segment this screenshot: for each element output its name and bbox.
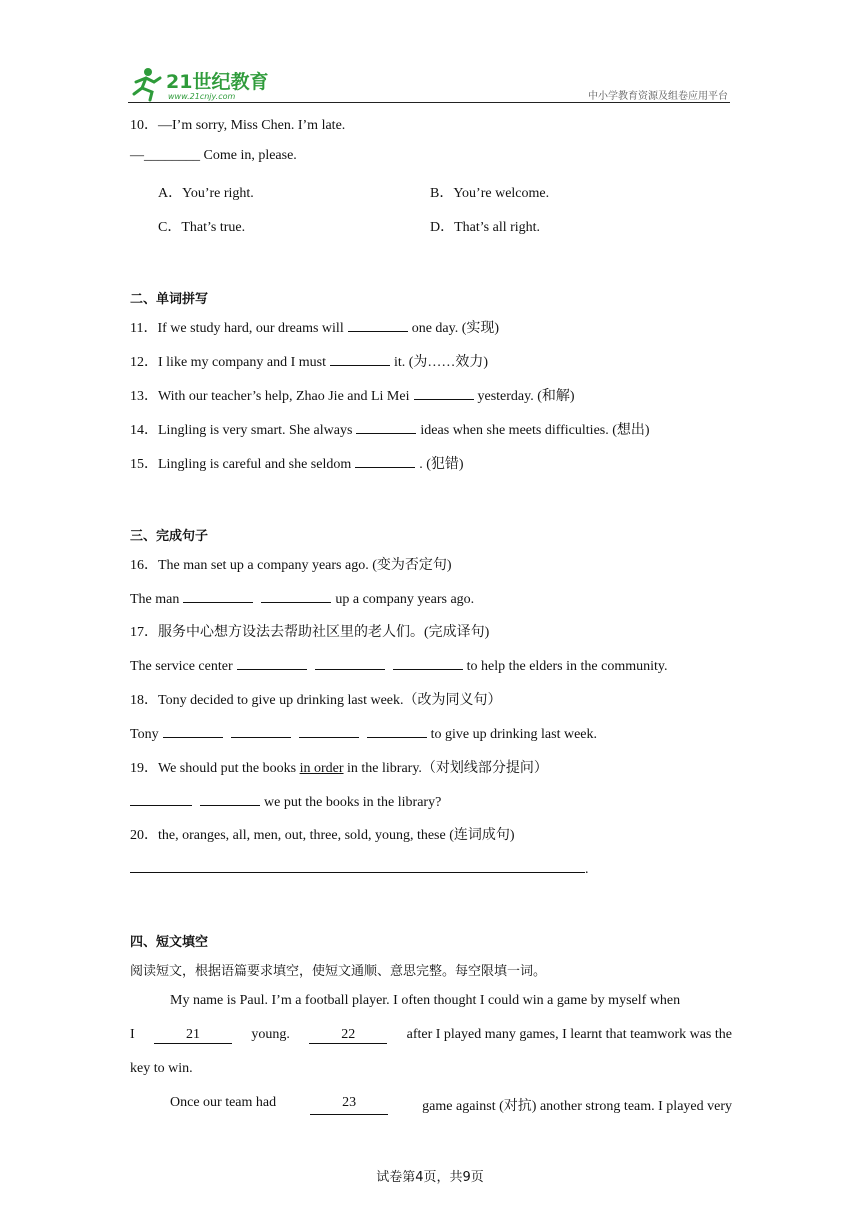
passage-line-2	[130, 1027, 732, 1044]
option-c[interactable]: C．That’s true.	[158, 220, 246, 235]
q13-text-post: yesterday. (和解)	[477, 389, 575, 404]
passage-text: Once our team had	[170, 1095, 277, 1110]
passage-text: young.	[251, 1027, 290, 1042]
q12-text-pre: 12．I like my company and I must	[130, 355, 326, 370]
q13-blank[interactable]	[414, 385, 474, 400]
q18-blank-2[interactable]	[231, 723, 291, 738]
passage-line-4	[130, 1095, 732, 1115]
option-a[interactable]: A．You’re right.	[158, 186, 254, 201]
q17-stem: 17．服务中心想方设法去帮助社区里的老人们。(完成译句)	[130, 625, 490, 640]
q10-reply-prefix: —	[130, 148, 144, 163]
q15-text-pre: 15．Lingling is careful and she seldom	[130, 457, 352, 472]
q14	[130, 419, 650, 439]
platform-label: 中小学教育资源及组卷应用平台	[588, 91, 728, 102]
section-4-instruction: 阅读短文，根据语篇要求填空，使短文通顺、意思完整。每空限填一词。	[130, 964, 547, 979]
q10-reply-rest: Come in, please.	[200, 148, 297, 163]
passage-text: after I played many games, I learnt that teamwork was the	[406, 1027, 732, 1042]
q10-reply	[130, 148, 297, 164]
blank-23[interactable]: 23	[310, 1095, 388, 1115]
q19-blank-2[interactable]	[200, 791, 260, 806]
page-footer: 试卷第4页，共9页	[376, 1170, 484, 1185]
q16-stem: 16．The man set up a company years ago. (变为否定句)	[130, 558, 452, 573]
q14-blank[interactable]	[356, 419, 416, 434]
section-4-title: 四、短文填空	[130, 935, 209, 950]
header-divider	[128, 102, 730, 103]
passage-line-1: My name is Paul. I’m a football player. I often thought I could win a game by myself when	[170, 993, 681, 1008]
q16-answer-line	[130, 588, 474, 608]
q11	[130, 317, 499, 337]
option-d[interactable]: D．That’s all right.	[430, 220, 541, 235]
blank-22[interactable]: 22	[309, 1027, 387, 1044]
q14-text-pre: 14．Lingling is very smart. She always	[130, 423, 353, 438]
q17-answer-line	[130, 655, 668, 675]
q12	[130, 351, 488, 371]
q19-text-pre: 19．We should put the books	[130, 761, 300, 776]
q18-stem: 18．Tony decided to give up drinking last week.（改为同义句）	[130, 693, 502, 708]
section-3-title: 三、完成句子	[130, 529, 209, 544]
runner-icon	[134, 68, 160, 100]
logo	[128, 66, 278, 102]
q16-blank-1[interactable]	[183, 588, 253, 603]
q18-blank-1[interactable]	[163, 723, 223, 738]
q20-blank[interactable]	[130, 858, 585, 873]
q17-blank-1[interactable]	[237, 655, 307, 670]
q15-blank[interactable]	[355, 453, 415, 468]
q16-blank-2[interactable]	[261, 588, 331, 603]
q15	[130, 453, 464, 473]
passage-line-3: key to win.	[130, 1061, 193, 1076]
q18-blank-4[interactable]	[367, 723, 427, 738]
q10-reply-blank[interactable]: ________	[144, 148, 200, 163]
q12-blank[interactable]	[330, 351, 390, 366]
option-b[interactable]: B．You’re welcome.	[430, 186, 550, 201]
q19-blank-1[interactable]	[130, 791, 192, 806]
q13	[130, 385, 575, 405]
q19-answer-post: we put the books in the library?	[264, 795, 442, 810]
q16-answer-post: up a company years ago.	[335, 592, 475, 607]
passage-text: I	[130, 1027, 135, 1042]
q13-text-pre: 13．With our teacher’s help, Zhao Jie and Li Mei	[130, 389, 410, 404]
q11-blank[interactable]	[348, 317, 408, 332]
section-2-title: 二、单词拼写	[130, 292, 209, 307]
q10-stem: 10．—I’m sorry, Miss Chen. I’m late.	[130, 118, 346, 133]
logo-sub-text: www.21cnjy.com	[168, 92, 236, 101]
q19-underlined-phrase: in order	[299, 761, 344, 776]
q18-blank-3[interactable]	[299, 723, 359, 738]
passage-text: game against (对抗) another strong team. I played very	[422, 1099, 732, 1114]
q15-text-post: . (犯错)	[419, 457, 464, 472]
q20-period: .	[585, 862, 589, 877]
q11-text-post: one day. (实现)	[411, 321, 500, 336]
blank-21[interactable]: 21	[154, 1027, 232, 1044]
q12-text-post: it. (为……效力)	[393, 355, 489, 370]
q19-stem	[130, 757, 548, 777]
q17-answer-post: to help the elders in the community.	[466, 659, 668, 674]
logo-main-text: 21世纪教育	[166, 71, 269, 93]
q17-blank-3[interactable]	[393, 655, 463, 670]
q18-answer-post: to give up drinking last week.	[430, 727, 597, 742]
q19-text-post: in the library.（对划线部分提问）	[343, 761, 548, 776]
q17-answer-pre: The service center	[130, 659, 233, 674]
q11-text-pre: 11．If we study hard, our dreams will	[130, 321, 344, 336]
q17-blank-2[interactable]	[315, 655, 385, 670]
q18-answer-line	[130, 723, 597, 743]
q19-answer-line	[130, 791, 441, 811]
q14-text-post: ideas when she meets difficulties. (想出)	[420, 423, 650, 438]
q20-stem: 20．the, oranges, all, men, out, three, sold, young, these (连词成句)	[130, 828, 515, 843]
q18-answer-pre: Tony	[130, 727, 159, 742]
q16-answer-pre: The man	[130, 592, 180, 607]
q20-answer-line	[130, 858, 589, 878]
